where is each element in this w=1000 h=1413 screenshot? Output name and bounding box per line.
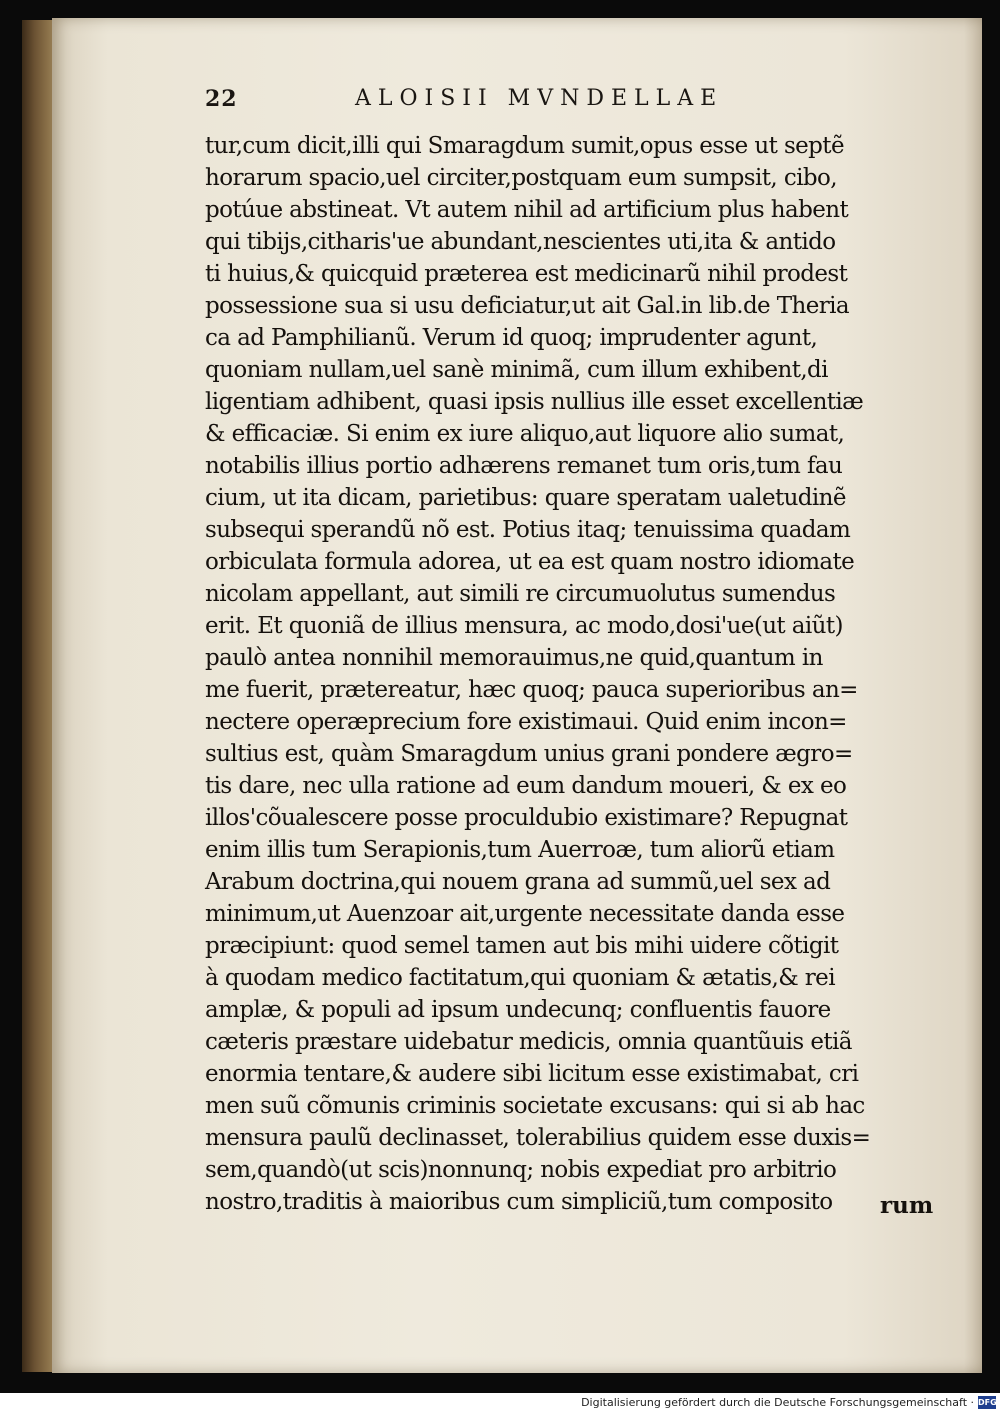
text-line: sem,quandò(ut scis)nonnunq; nobis expediat pro arbitrio — [205, 1157, 837, 1183]
dfg-logo-icon: DFG — [978, 1398, 997, 1407]
catchword: rum — [880, 1192, 934, 1219]
text-line: & efficaciæ. Si enim ex iure aliquo,aut liquore alio sumat, — [205, 421, 845, 447]
text-line: men suũ cõmunis criminis societate excusans: qui si ab hac — [205, 1093, 865, 1119]
body-text — [205, 130, 945, 1218]
text-line: ca ad Pamphilianũ. Verum id quoq; imprudenter agunt, — [205, 325, 818, 351]
text-line: me fuerit, prætereatur, hæc quoq; pauca superioribus an= — [205, 677, 858, 703]
text-line: paulò antea nonnihil memorauimus,ne quid,quantum in — [205, 645, 823, 671]
text-line: illos'cõualescere posse proculdubio existimare? Repugnat — [205, 805, 848, 831]
text-line: nicolam appellant, aut simili re circumuolutus sumendus — [205, 581, 836, 607]
text-line: à quodam medico factitatum,qui quoniam & ætatis,& rei — [205, 965, 835, 991]
text-line: amplæ, & populi ad ipsum undecunq; confluentis fauore — [205, 997, 831, 1023]
text-line: Arabum doctrina,qui nouem grana ad summũ,uel sex ad — [205, 869, 831, 895]
text-line: præcipiunt: quod semel tamen aut bis mihi uidere cõtigit — [205, 933, 839, 959]
text-line: nectere operæprecium fore existimaui. Quid enim incon= — [205, 709, 847, 735]
running-head-title: ALOISII MVNDELLAE — [355, 86, 724, 111]
text-line: potúue abstineat. Vt autem nihil ad artificium plus habent — [205, 197, 849, 223]
text-line: mensura paulũ declinasset, tolerabilius quidem esse duxis= — [205, 1125, 871, 1151]
text-line: minimum,ut Auenzoar ait,urgente necessitate danda esse — [205, 901, 845, 927]
text-line: enormia tentare,& audere sibi licitum esse existimabat, cri — [205, 1061, 859, 1087]
text-line: cium, ut ita dicam, parietibus: quare speratam ualetudinẽ — [205, 485, 846, 511]
text-line: tur,cum dicit,illi qui Smaragdum sumit,opus esse ut septẽ — [205, 133, 844, 159]
text-line: ligentiam adhibent, quasi ipsis nullius ille esset excellentiæ — [205, 389, 864, 415]
text-line: possessione sua si usu deficiatur,ut ait Gal.in lib.de Theria — [205, 293, 850, 319]
text-line: orbiculata formula adorea, ut ea est quam nostro idiomate — [205, 549, 855, 575]
text-line: enim illis tum Serapionis,tum Auerroæ, tum aliorũ etiam — [205, 837, 835, 863]
footer-bar — [0, 1393, 1000, 1413]
page-number: 22 — [205, 86, 238, 112]
text-line: ti huius,& quicquid præterea est medicinarũ nihil prodest — [205, 261, 848, 287]
text-line: quoniam nullam,uel sanè minimã, cum illum exhibent,di — [205, 357, 828, 383]
text-line: nostro,traditis à maioribus cum simpliciũ,tum composito — [205, 1189, 833, 1215]
funding-credit: Digitalisierung gefördert durch die Deutsche Forschungsgemeinschaft · — [581, 1396, 974, 1409]
text-line: subsequi sperandũ nõ est. Potius itaq; tenuissima quadam — [205, 517, 851, 543]
text-line: tis dare, nec ulla ratione ad eum dandum moueri, & ex eo — [205, 773, 847, 799]
text-line: erit. Et quoniã de illius mensura, ac modo,dosi'ue(ut aiũt) — [205, 613, 843, 639]
text-line: notabilis illius portio adhærens remanet tum oris,tum fau — [205, 453, 843, 479]
text-line: horarum spacio,uel circiter,postquam eum sumpsit, cibo, — [205, 165, 837, 191]
text-line: cæteris præstare uidebatur medicis, omnia quantũuis etiã — [205, 1029, 852, 1055]
text-line: qui tibijs,citharis'ue abundant,nescientes uti,ita & antido — [205, 229, 836, 255]
text-line: sultius est, quàm Smaragdum unius grani pondere ægro= — [205, 741, 853, 767]
running-head — [205, 78, 905, 118]
page-edge-shadow — [964, 18, 982, 1373]
